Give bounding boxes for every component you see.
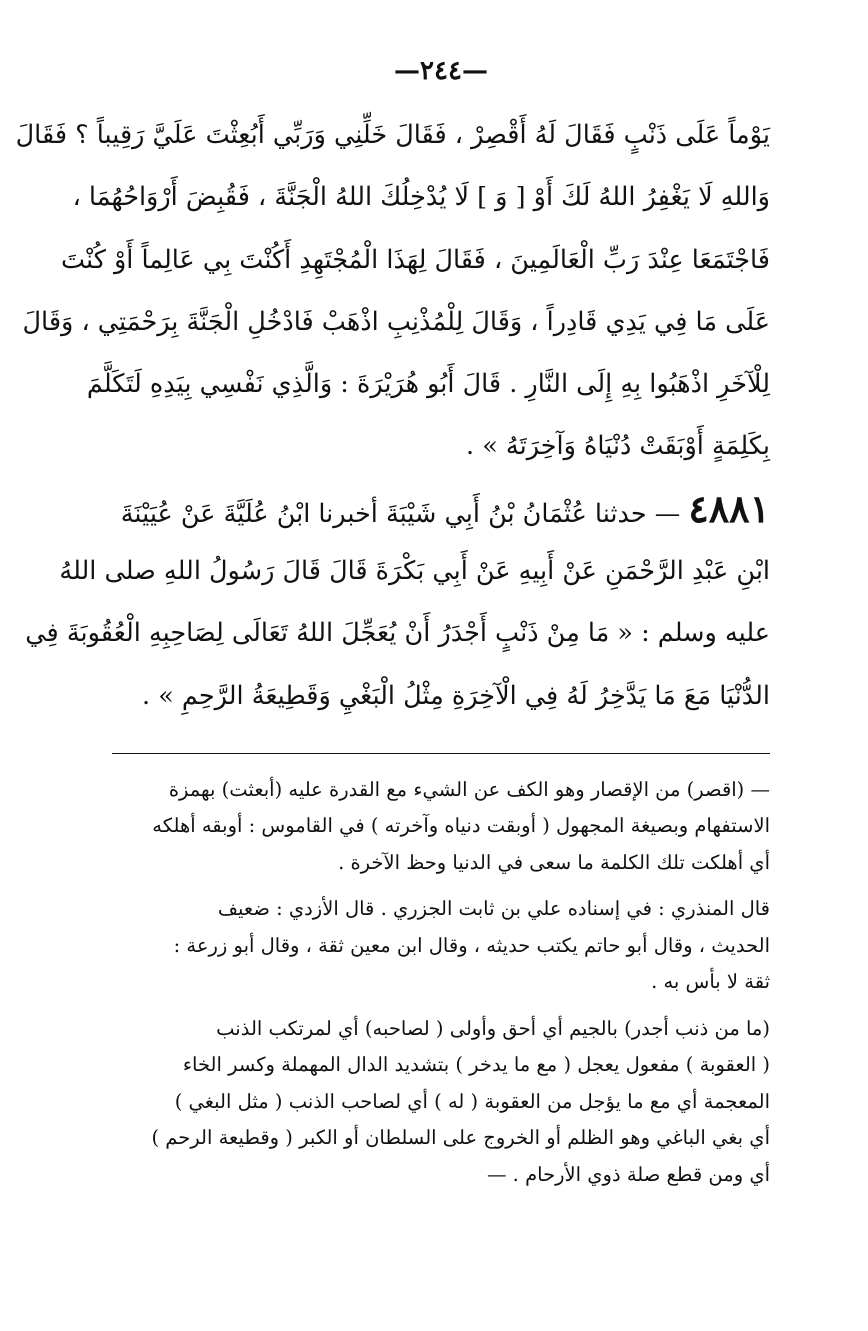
hadith-line-text: — حدثنا عُثْمَانُ بْنُ أَبِي شَيْبَةَ أخبرنا ابْنُ عُلَيَّةَ عَنْ عُيَيْنَةَ [120,498,681,529]
text-line: يَوْماً عَلَى ذَنْبٍ فَقَالَ لَهُ أَقْصِرْ ، فَقَالَ خَلِّنِي وَرَبِّي أَبُعِثْتَ عَلَيَّ رَقِيباً ؟ فَقَالَ [15,120,770,150]
text-line: وَاللهِ لَا يَغْفِرُ اللهُ لَكَ أَوْ [ وَ ] لَا يُدْخِلُكَ اللهُ الْجَنَّةَ ، فَقُبِضَ أَرْوَاحُهُمَا ، [72,182,770,213]
note-line: أي بغي الباغي وهو الظلم أو الخروج على السلطان أو الكبر ( وقطيعة الرحم ) [151,1126,770,1150]
text-line: لِلْآخَرِ اذْهَبُوا بِهِ إِلَى النَّارِ . قَالَ أَبُو هُرَيْرَةَ : وَالَّذِي نَفْسِي بِيَدِهِ لَتَكَلَّمَ [86,369,770,400]
note-line: — (اقصر) من الإقصار وهو الكف عن الشيء مع القدرة عليه (أبعثت) بهمزة [168,777,770,801]
text-line: بِكَلِمَةٍ أَوْبَقَتْ دُنْيَاهُ وَآخِرَتَهُ » . [466,431,770,462]
hadith-number: ٤٨٨١ [688,485,770,531]
paragraph-gap [112,881,770,891]
text-line: فَاجْتَمَعَا عِنْدَ رَبِّ الْعَالَمِينَ ، فَقَالَ لِهَذَا الْمُجْتَهِدِ أَكُنْتَ بِي عَالِماً أَوْ كُنْتَ [60,244,770,275]
footnotes [112,772,770,1194]
note-line: ثقة لا بأس به . [651,970,770,994]
note-line: قال المنذري : في إسناده علي بن ثابت الجزري . قال الأزدي : ضعيف [217,897,770,921]
paragraph-gap [112,1001,770,1011]
note-line: الحديث ، وقال أبو حاتم يكتب حديثه ، وقال ابن معين ثقة ، وقال أبو زرعة : [173,933,770,957]
note-line: (ما من ذنب أجدر) بالجيم أي أحق وأولى ( لصاحبه) أي لمرتكب الذنب [216,1016,770,1040]
footnote-divider [112,753,770,754]
note-line: أي ومن قطع صلة ذوي الأرحام . — [486,1162,770,1186]
text-line: ابْنِ عَبْدِ الرَّحْمَنِ عَنْ أَبِيهِ عَنْ أَبِي بَكْرَةَ قَالَ قَالَ رَسُولُ اللهِ صلى اللهُ [59,556,770,587]
note-line: ( العقوبة ) مفعول يعجل ( مع ما يدخر ) بتشديد الدال المهملة وكسر الخاء [182,1053,770,1077]
text-line: عَلَى مَا فِي يَدِي قَادِراً ، وَقَالَ لِلْمُذْنِبِ اذْهَبْ فَادْخُلِ الْجَنَّةَ بِرَحْمَتِي ، وَقَالَ [22,306,770,337]
main-text [15,104,770,727]
page-number: —٢٤٤— [394,56,488,86]
note-line: المعجمة أي مع ما يؤجل من العقوبة ( له ) أي لصاحب الذنب ( مثل البغي ) [174,1089,770,1113]
note-line: الاستفهام وبصيغة المجهول ( أوبقت دنياه وآخرته ) في القاموس : أوبقه أهلكه [152,814,770,838]
text-line: الدُّنْيَا مَعَ مَا يَدَّخِرُ لَهُ فِي الْآخِرَةِ مِثْلُ الْبَغْيِ وَقَطِيعَةُ الرَّحِمِ » . [142,680,770,711]
hadith-first-line [112,478,770,540]
text-line: عليه وسلم : « مَا مِنْ ذَنْبٍ أَجْدَرُ أَنْ يُعَجِّلَ اللهُ تَعَالَى لِصَاحِبِهِ الْعُقُوبَةَ فِي [25,618,770,649]
note-line: أي أهلكت تلك الكلمة ما سعى في الدنيا وحظ الآخرة . [338,850,770,874]
